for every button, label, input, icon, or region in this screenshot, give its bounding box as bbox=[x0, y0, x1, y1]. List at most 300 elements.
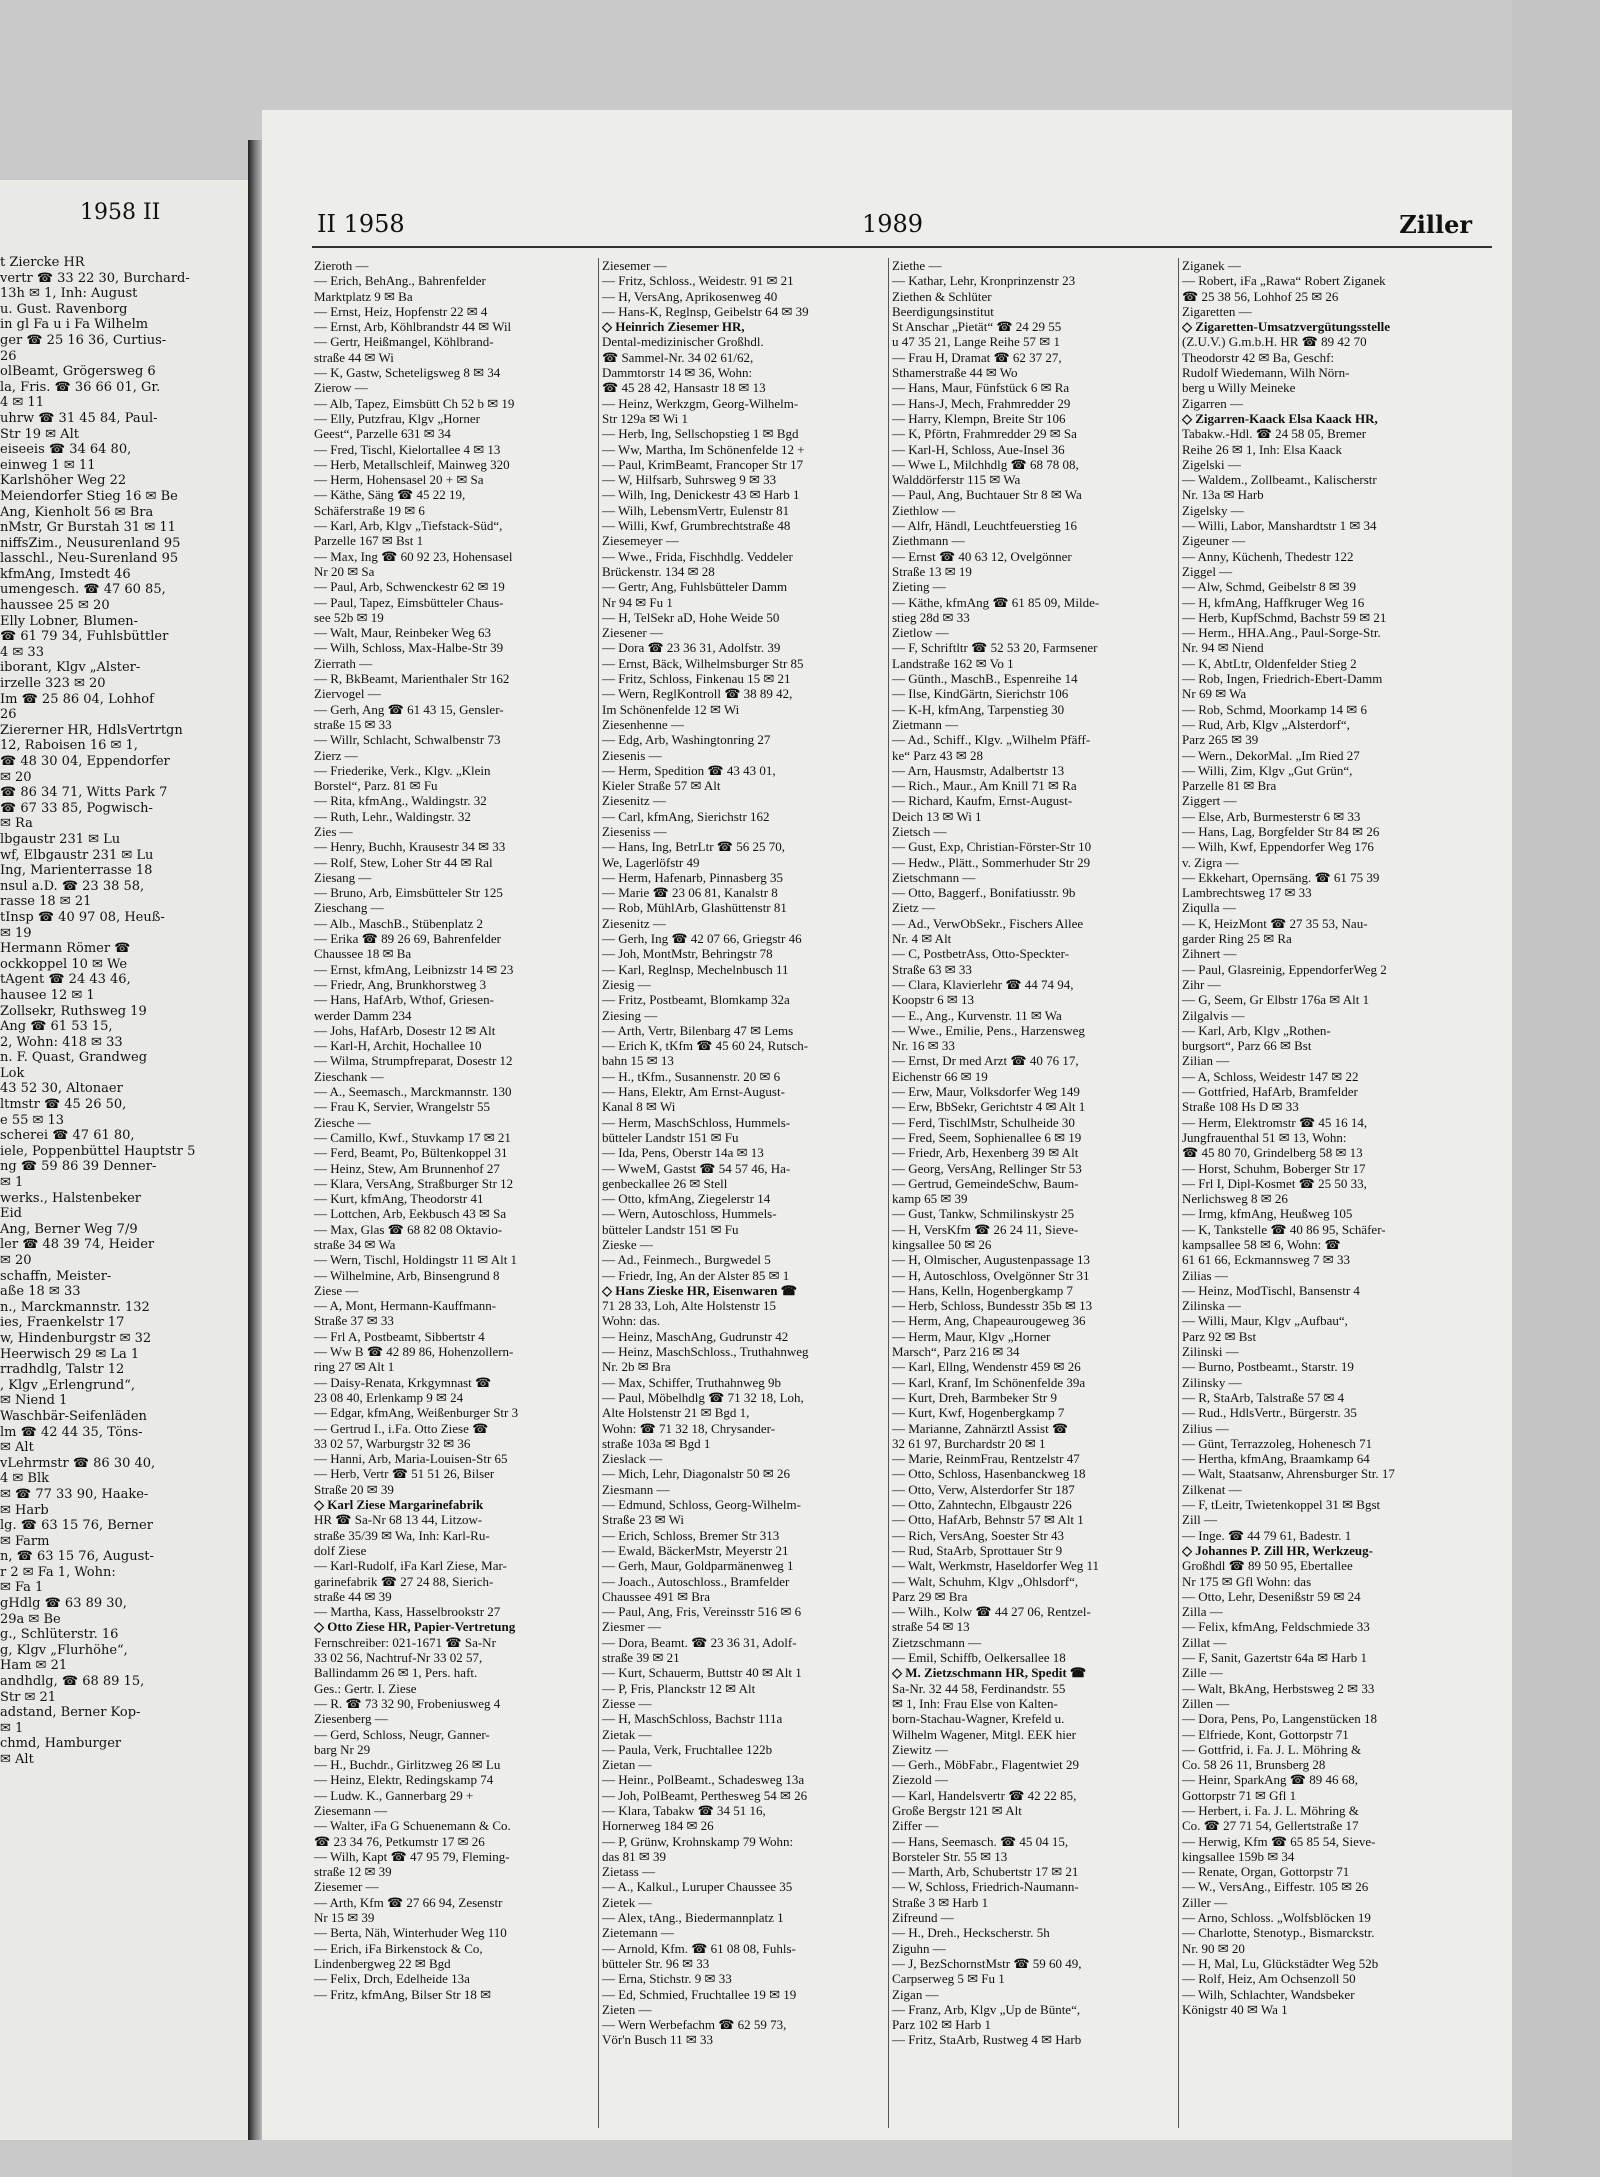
directory-entry: dolf Ziese bbox=[314, 1542, 367, 1558]
directory-entry: garinefabrik ☎ 27 24 88, Sierich- bbox=[314, 1573, 494, 1589]
directory-entry: — Hans, Elektr, Am Ernst-August- bbox=[602, 1084, 785, 1100]
directory-entry: — Ernst, Heiz, Hopfenstr 22 ✉ 4 bbox=[314, 303, 488, 319]
directory-entry: ✉ 19 bbox=[0, 925, 32, 941]
surname-heading: Zietlow — bbox=[892, 625, 949, 641]
directory-entry: — Fritz, Schloss, Finkenau 15 ✉ 21 bbox=[602, 671, 791, 687]
directory-entry: — Felix, kfmAng, Feldschmiede 33 bbox=[1182, 1619, 1370, 1635]
directory-entry: Hornerweg 184 ✉ 26 bbox=[602, 1818, 714, 1834]
directory-entry: Eichenstr 66 ✉ 19 bbox=[892, 1068, 988, 1084]
directory-entry: 33 02 57, Warburgstr 32 ✉ 36 bbox=[314, 1435, 471, 1451]
directory-entry: — Emil, Schiffb, Oelkersallee 18 bbox=[892, 1650, 1066, 1666]
directory-entry: Carpserweg 5 ✉ Fu 1 bbox=[892, 1971, 1005, 1987]
book-gutter bbox=[248, 140, 262, 2140]
surname-heading: Ziesemeyer — bbox=[602, 533, 679, 549]
directory-entry: werder Damm 234 bbox=[314, 1007, 412, 1023]
directory-entry: — Friedr, Arb, Hexenberg 39 ✉ Alt bbox=[892, 1145, 1079, 1161]
directory-entry: — Gertr, Heißmangel, Köhlbrand- bbox=[314, 334, 494, 350]
directory-entry: Geest“, Parzelle 631 ✉ 34 bbox=[314, 426, 451, 442]
directory-entry: — K, HeizMont ☎ 27 35 53, Nau- bbox=[1182, 915, 1368, 931]
directory-entry: — Wern, Tischl, Holdingstr 11 ✉ Alt 1 bbox=[314, 1252, 518, 1268]
directory-entry: — Fritz, Postbeamt, Blomkamp 32a bbox=[602, 992, 790, 1008]
directory-entry: 71 28 33, Loh, Alte Holstenstr 15 bbox=[602, 1298, 777, 1314]
directory-entry: — H., Buchdr., Girlitzweg 26 ✉ Lu bbox=[314, 1757, 501, 1773]
directory-entry: — F, tLeitr, Twietenkoppel 31 ✉ Bgst bbox=[1182, 1497, 1381, 1513]
surname-heading: Zietsch — bbox=[892, 823, 947, 839]
directory-entry: ◇ M. Zietzschmann HR, Spedit ☎ bbox=[892, 1665, 1087, 1681]
directory-entry: — Ernst, Bäck, Wilhelmsburger Str 85 bbox=[602, 655, 804, 671]
directory-entry: — Erna, Stichstr. 9 ✉ 33 bbox=[602, 1971, 732, 1987]
surname-heading: Zillat — bbox=[1182, 1634, 1227, 1650]
surname-heading: Zierrath — bbox=[314, 655, 373, 671]
directory-entry: — Ekkehart, Opernsäng. ☎ 61 75 39 bbox=[1182, 869, 1380, 885]
directory-entry: n, ☎ 63 15 76, August- bbox=[0, 1549, 154, 1565]
directory-entry: — Ernst, Dr med Arzt ☎ 40 76 17, bbox=[892, 1053, 1079, 1069]
directory-entry: Straße 13 ✉ 19 bbox=[892, 563, 972, 579]
surname-heading: Ziganek — bbox=[1182, 258, 1241, 273]
directory-entry: — Otto, Zahntechn, Elbgaustr 226 bbox=[892, 1497, 1072, 1513]
directory-entry: Meiendorfer Stieg 16 ✉ Be bbox=[0, 488, 178, 504]
surname-heading: Zilla — bbox=[1182, 1604, 1223, 1620]
surname-heading: Zilinsky — bbox=[1182, 1374, 1242, 1390]
surname-heading: Ziesmann — bbox=[602, 1481, 670, 1497]
directory-entry: — K, Gastw, Scheteligsweg 8 ✉ 34 bbox=[314, 365, 501, 381]
directory-entry: Nr. 16 ✉ 33 bbox=[892, 1038, 955, 1054]
directory-entry: — WweM, Gastst ☎ 54 57 46, Ha- bbox=[602, 1160, 791, 1176]
directory-entry: — Günt, Terrazzoleg, Hohenesch 71 bbox=[1182, 1435, 1373, 1451]
directory-entry: — Käthe, Säng ☎ 45 22 19, bbox=[314, 487, 466, 503]
directory-entry: — Hans, Ing, BetrLtr ☎ 56 25 70, bbox=[602, 839, 786, 855]
directory-entry: — Hans, Maur, Fünfstück 6 ✉ Ra bbox=[892, 380, 1070, 396]
directory-entry: — Wilh, Schloss, Max-Halbe-Str 39 bbox=[314, 640, 504, 656]
surname-heading: Zigeuner — bbox=[1182, 533, 1246, 549]
directory-entry: — Erw, BbSekr, Gerichtstr 4 ✉ Alt 1 bbox=[892, 1099, 1086, 1115]
directory-entry: Rudolf Wiedemann, Wilh Nörn- bbox=[1182, 365, 1350, 381]
directory-entry: — Richard, Kaufm, Ernst-August- bbox=[892, 793, 1073, 809]
directory-entry: — Johs, HafArb, Dosestr 12 ✉ Alt bbox=[314, 1022, 496, 1038]
directory-entry: Ang, Berner Weg 7/9 bbox=[0, 1221, 138, 1237]
directory-entry: Brückenstr. 134 ✉ 28 bbox=[602, 563, 715, 579]
surname-heading: Zieting — bbox=[892, 579, 946, 595]
surname-heading: Zies — bbox=[314, 823, 353, 839]
column-divider bbox=[1178, 258, 1179, 2128]
directory-entry: Sthamerstraße 44 ✉ Wo bbox=[892, 365, 1018, 381]
directory-entry: — Else, Arb, Burmesterstr 6 ✉ 33 bbox=[1182, 808, 1361, 824]
directory-entry: Str 19 ✉ Alt bbox=[0, 426, 79, 442]
surname-heading: Zieseniss — bbox=[602, 823, 667, 839]
directory-entry: — Daisy-Renata, Krkgymnast ☎ bbox=[314, 1374, 492, 1390]
directory-entry: Beerdigungsinstitut bbox=[892, 303, 994, 319]
directory-entry: We, Lagerlöfstr 49 bbox=[602, 854, 700, 870]
surname-heading: Ziesenhenne — bbox=[602, 716, 684, 732]
directory-entry: vertr ☎ 33 22 30, Burchard- bbox=[0, 270, 190, 286]
surname-heading: Zierz — bbox=[314, 747, 358, 763]
surname-heading: Zietak — bbox=[602, 1726, 652, 1742]
directory-entry: Alte Holstenstr 21 ✉ Bgd 1, bbox=[602, 1405, 750, 1421]
directory-entry: Marktplatz 9 ✉ Ba bbox=[314, 288, 413, 304]
directory-entry: — Alfr, Händl, Leuchtfeuerstieg 16 bbox=[892, 518, 1078, 534]
directory-entry: straße 39 ✉ 21 bbox=[602, 1650, 680, 1666]
directory-entry: Kieler Straße 57 ✉ Alt bbox=[602, 778, 721, 794]
directory-entry: — Horst, Schuhm, Boberger Str 17 bbox=[1182, 1160, 1366, 1176]
directory-entry: — Heinz, MaschSchloss., Truthahnweg bbox=[602, 1344, 809, 1360]
directory-entry: — Wilh., Kolw ☎ 44 27 06, Rentzel- bbox=[892, 1604, 1091, 1620]
directory-entry: — Rob, Schmd, Moorkamp 14 ✉ 6 bbox=[1182, 701, 1367, 717]
directory-entry: Ang ☎ 61 53 15, bbox=[0, 1019, 113, 1035]
directory-entry: — Herm, MaschSchloss, Hummels- bbox=[602, 1114, 791, 1130]
directory-entry: 4 ✉ Blk bbox=[0, 1471, 50, 1487]
directory-entry: ☎ 61 79 34, Fuhlsbüttler bbox=[0, 629, 169, 645]
directory-entry: — Marth, Arb, Schubertstr 17 ✉ 21 bbox=[892, 1864, 1079, 1880]
directory-entry: vLehrmstr ☎ 86 30 40, bbox=[0, 1455, 156, 1471]
directory-entry: — Walt, BkAng, Herbstsweg 2 ✉ 33 bbox=[1182, 1680, 1375, 1696]
directory-entry: Lindenbergweg 22 ✉ Bgd bbox=[314, 1955, 451, 1971]
directory-entry: — Walt, Schuhm, Klgv „Ohlsdorf“, bbox=[892, 1573, 1079, 1589]
directory-entry: nMstr, Gr Burstah 31 ✉ 11 bbox=[0, 520, 176, 536]
directory-entry: — Gottfried, HafArb, Bramfelder bbox=[1182, 1084, 1358, 1100]
directory-entry: ☎ 48 30 04, Eppendorfer bbox=[0, 754, 170, 769]
directory-entry: — Joh, MontMstr, Behringstr 78 bbox=[602, 946, 773, 962]
directory-entry: — Ida, Pens, Oberstr 14a ✉ 13 bbox=[602, 1145, 764, 1161]
directory-entry: straße 103a ✉ Bgd 1 bbox=[602, 1435, 711, 1451]
directory-entry: ◇ Otto Ziese HR, Papier-Vertretung bbox=[314, 1619, 516, 1635]
directory-entry: — Heinr., PolBeamt., Schadesweg 13a bbox=[602, 1772, 805, 1788]
directory-entry: n. F. Quast, Grandweg bbox=[0, 1050, 148, 1066]
directory-entry: — Kurt, kfmAng, Theodorstr 41 bbox=[314, 1191, 484, 1207]
directory-entry: — H, MaschSchloss, Bachstr 111a bbox=[602, 1711, 783, 1727]
directory-entry: 13h ✉ 1, Inh: August bbox=[0, 286, 138, 302]
directory-entry: in gl Fa u i Fa Wilhelm bbox=[0, 317, 149, 333]
directory-entry: — Wern., DekorMal. „Im Ried 27 bbox=[1182, 747, 1360, 763]
surname-heading: Zietmann — bbox=[892, 716, 959, 732]
surname-heading: Ziggel — bbox=[1182, 563, 1233, 579]
directory-entry: — Gertrud I., i.Fa. Otto Ziese ☎ bbox=[314, 1420, 489, 1436]
directory-entry: Karlshöher Weg 22 bbox=[0, 473, 127, 489]
surname-heading: Zihnert — bbox=[1182, 946, 1237, 962]
directory-entry: 26 bbox=[0, 348, 17, 364]
left-page-entries bbox=[0, 255, 245, 1768]
directory-entry: — Wilh, Kwf, Eppendorfer Weg 176 bbox=[1182, 839, 1374, 855]
directory-entry: — Herm, Hohensasel 20 + ✉ Sa bbox=[314, 472, 484, 488]
directory-entry: — Gertr, Ang, Fuhlsbütteler Damm bbox=[602, 579, 788, 595]
directory-entry: — P, Fris, Planckstr 12 ✉ Alt bbox=[602, 1680, 756, 1696]
directory-entry: — Paul, Ang, Buchtauer Str 8 ✉ Wa bbox=[892, 487, 1082, 503]
directory-entry: chmd, Hamburger bbox=[0, 1736, 122, 1752]
directory-entry: — A, Mont, Hermann-Kauffmann- bbox=[314, 1298, 497, 1314]
directory-entry: — Gottfrid, i. Fa. J. L. Möhring & bbox=[1182, 1741, 1362, 1757]
directory-entry: — Klara, Tabakw ☎ 34 51 16, bbox=[602, 1802, 766, 1818]
directory-entry: — Rud., HdlsVertr., Bürgerstr. 35 bbox=[1182, 1405, 1357, 1421]
directory-column-4 bbox=[1182, 258, 1464, 2017]
directory-entry: — H., tKfm., Susannenstr. 20 ✉ 6 bbox=[602, 1068, 781, 1084]
column-divider bbox=[598, 258, 599, 2128]
directory-entry: — Gerh, Ang ☎ 61 43 15, Gensler- bbox=[314, 701, 504, 717]
directory-entry: — Willr, Schlacht, Schwalbenstr 73 bbox=[314, 732, 501, 748]
directory-entry: — Wilh, Schlachter, Wandsbeker bbox=[1182, 1986, 1355, 2002]
directory-entry: rasse 18 ✉ 21 bbox=[0, 894, 92, 910]
directory-entry: kingsallee 159b ✉ 34 bbox=[1182, 1848, 1295, 1864]
directory-entry: — Paul, Ang, Fris, Vereinsstr 516 ✉ 6 bbox=[602, 1604, 802, 1620]
directory-entry: 32 61 97, Burchardstr 20 ✉ 1 bbox=[892, 1435, 1046, 1451]
directory-entry: Ing, Marienterrasse 18 bbox=[0, 863, 153, 879]
surname-heading: Zihr — bbox=[1182, 976, 1221, 992]
directory-entry: ✉ Farm bbox=[0, 1533, 50, 1549]
directory-entry: — Rob, MühlArb, Glashüttenstr 81 bbox=[602, 900, 787, 916]
directory-entry: — Otto, Verw, Alsterdorfer Str 187 bbox=[892, 1481, 1075, 1497]
directory-entry: rradhdlg, Talstr 12 bbox=[0, 1362, 125, 1378]
directory-entry: — Herm, Elektromstr ☎ 45 16 14, bbox=[1182, 1114, 1368, 1130]
directory-entry: Nr 69 ✉ Wa bbox=[1182, 686, 1247, 702]
directory-entry: Nr. 4 ✉ Alt bbox=[892, 931, 952, 947]
directory-entry: einweg 1 ✉ 11 bbox=[0, 457, 96, 473]
directory-entry: u 47 35 21, Lange Reihe 57 ✉ 1 bbox=[892, 334, 1060, 350]
surname-heading: Ziguhn — bbox=[892, 1940, 946, 1956]
directory-entry: wf, Elbgaustr 231 ✉ Lu bbox=[0, 847, 154, 863]
directory-entry: — Fritz, StaArb, Rustweg 4 ✉ Harb bbox=[892, 2032, 1082, 2048]
directory-entry: Nr. 94 ✉ Niend bbox=[1182, 640, 1264, 656]
directory-entry: Deich 13 ✉ Wi 1 bbox=[892, 808, 982, 824]
directory-entry: — H, Olmischer, Augustenpassage 13 bbox=[892, 1252, 1091, 1268]
directory-entry: ◇ Zigaretten-Umsatzvergütungsstelle bbox=[1182, 319, 1390, 335]
directory-entry: ☎ 86 34 71, Witts Park 7 bbox=[0, 785, 168, 801]
directory-entry: 43 52 30, Altonaer bbox=[0, 1081, 123, 1097]
directory-entry: Königstr 40 ✉ Wa 1 bbox=[1182, 2001, 1288, 2017]
surname-heading: Zigan — bbox=[892, 1986, 939, 2002]
directory-entry: kamp 65 ✉ 39 bbox=[892, 1191, 968, 1207]
directory-entry: — Max, Glas ☎ 68 82 08 Oktavio- bbox=[314, 1221, 503, 1237]
directory-entry: — Gerh., MöbFabr., Flagentwiet 29 bbox=[892, 1757, 1080, 1773]
surname-heading: Zilkenat — bbox=[1182, 1481, 1242, 1497]
right-page bbox=[262, 110, 1512, 2140]
directory-entry: — Kurt, Dreh, Barmbeker Str 9 bbox=[892, 1389, 1057, 1405]
directory-entry: — Friedr, Ing, An der Alster 85 ✉ 1 bbox=[602, 1267, 790, 1283]
directory-entry: Borsteler Str. 55 ✉ 13 bbox=[892, 1848, 1008, 1864]
directory-entry: aße 18 ✉ 33 bbox=[0, 1284, 81, 1300]
directory-entry: ✉ 20 bbox=[0, 769, 32, 785]
directory-entry: — Paula, Verk, Fruchtallee 122b bbox=[602, 1741, 773, 1757]
directory-entry: kingsallee 50 ✉ 26 bbox=[892, 1237, 992, 1252]
directory-entry: ☎ Sammel-Nr. 34 02 61/62, bbox=[602, 349, 754, 365]
directory-entry: Parzelle 167 ✉ Bst 1 bbox=[314, 533, 424, 549]
directory-entry: ☎ 45 28 42, Hansastr 18 ✉ 13 bbox=[602, 380, 766, 396]
directory-entry: — Otto, Lehr, Desenißstr 59 ✉ 24 bbox=[1182, 1588, 1361, 1604]
directory-entry: — Alb, Tapez, Eimsbütt Ch 52 b ✉ 19 bbox=[314, 395, 515, 411]
directory-entry: Nr 94 ✉ Fu 1 bbox=[602, 594, 673, 610]
directory-entry: — A, Schloss, Weidestr 147 ✉ 22 bbox=[1182, 1068, 1359, 1084]
directory-entry: — Heinz, Elektr, Redingskamp 74 bbox=[314, 1772, 494, 1788]
directory-entry: Wohn: ☎ 71 32 18, Chrysander- bbox=[602, 1420, 776, 1436]
directory-entry: — Herm., HHA.Ang., Paul-Sorge-Str. bbox=[1182, 625, 1381, 641]
directory-entry: 4 ✉ 33 bbox=[0, 644, 44, 660]
surname-heading: Zietan — bbox=[602, 1757, 652, 1773]
directory-entry: — Inge. ☎ 44 79 61, Badestr. 1 bbox=[1182, 1527, 1352, 1543]
directory-entry: straße 44 ✉ 39 bbox=[314, 1588, 392, 1604]
directory-entry: straße 15 ✉ 33 bbox=[314, 716, 392, 732]
directory-entry: lbgaustr 231 ✉ Lu bbox=[0, 831, 121, 847]
directory-entry: — Herm, Maur, Klgv „Horner bbox=[892, 1328, 1051, 1344]
directory-entry: — Paul, Tapez, Eimsbütteler Chaus- bbox=[314, 594, 504, 610]
directory-entry: ☎ 67 33 85, Pogwisch- bbox=[0, 800, 153, 816]
directory-entry: Chaussee 491 ✉ Bra bbox=[602, 1588, 711, 1604]
surname-heading: Ziffer — bbox=[892, 1818, 939, 1834]
directory-entry: Straße 63 ✉ 33 bbox=[892, 961, 972, 977]
directory-entry: — Walter, iFa G Schuenemann & Co. bbox=[314, 1818, 511, 1834]
directory-entry: uhrw ☎ 31 45 84, Paul- bbox=[0, 410, 158, 426]
directory-entry: olBeamt, Grögersweg 6 bbox=[0, 364, 156, 380]
directory-entry: hausee 12 ✉ 1 bbox=[0, 987, 95, 1003]
directory-entry: Parz 29 ✉ Bra bbox=[892, 1588, 968, 1604]
directory-entry: — Kurt, Kwf, Hogenbergkamp 7 bbox=[892, 1405, 1065, 1421]
directory-entry: Borstel“, Parz. 81 ✉ Fu bbox=[314, 778, 438, 794]
directory-entry: Marsch“, Parz 216 ✉ 34 bbox=[892, 1344, 1020, 1360]
directory-entry: umengesch. ☎ 47 60 85, bbox=[0, 582, 166, 598]
directory-entry: — K, AbtLtr, Oldenfelder Stieg 2 bbox=[1182, 655, 1357, 671]
surname-heading: Zieske — bbox=[602, 1237, 653, 1252]
directory-entry: — Marie, ReinmFrau, Rentzelstr 47 bbox=[892, 1451, 1080, 1467]
directory-entry: ke“ Parz 43 ✉ 28 bbox=[892, 747, 984, 763]
directory-entry: straße 35/39 ✉ Wa, Inh: Karl-Ru- bbox=[314, 1527, 490, 1543]
directory-entry: — Walt, Maur, Reinbeker Weg 63 bbox=[314, 625, 492, 641]
directory-entry: Tabakw.-Hdl. ☎ 24 58 05, Bremer bbox=[1182, 426, 1367, 442]
directory-entry: — Frau H, Dramat ☎ 62 37 27, bbox=[892, 349, 1062, 365]
directory-entry: — Henry, Buchh, Krausestr 34 ✉ 33 bbox=[314, 839, 506, 855]
directory-entry: — Paul, Möbelhdlg ☎ 71 32 18, Loh, bbox=[602, 1389, 804, 1405]
directory-entry: — Fred, Seem, Sophienallee 6 ✉ 19 bbox=[892, 1129, 1082, 1145]
surname-heading: Ziezold — bbox=[892, 1772, 948, 1788]
directory-entry: irzelle 323 ✉ 20 bbox=[0, 676, 106, 692]
directory-entry: — K-H, kfmAng, Tarpenstieg 30 bbox=[892, 701, 1065, 717]
directory-entry: — G, Seem, Gr Elbstr 176a ✉ Alt 1 bbox=[1182, 992, 1370, 1008]
directory-entry: haussee 25 ✉ 20 bbox=[0, 598, 110, 614]
surname-heading: Ziewitz — bbox=[892, 1741, 948, 1757]
directory-entry: — Erich, BehAng., Bahrenfelder bbox=[314, 273, 486, 289]
surname-heading: Zigelski — bbox=[1182, 456, 1241, 472]
directory-entry: Straße 37 ✉ 33 bbox=[314, 1313, 394, 1329]
header-rule bbox=[312, 246, 1492, 248]
directory-entry: schaffn, Meister- bbox=[0, 1268, 112, 1284]
directory-entry: ☎ 25 38 56, Lohhof 25 ✉ 26 bbox=[1182, 288, 1339, 304]
directory-entry: — C, PostbetrAss, Otto-Speckter- bbox=[892, 946, 1070, 962]
directory-entry: Nerlichsweg 8 ✉ 26 bbox=[1182, 1191, 1288, 1207]
directory-entry: — Friedr, Ang, Brunkhorstweg 3 bbox=[314, 976, 487, 992]
directory-entry: — H, VersKfm ☎ 26 24 11, Sieve- bbox=[892, 1221, 1079, 1237]
surname-heading: Ziesang — bbox=[314, 869, 372, 885]
directory-entry: nsul a.D. ☎ 23 38 58, bbox=[0, 878, 145, 894]
directory-entry: — Herbert, i. Fa. J. L. Möhring & bbox=[1182, 1802, 1359, 1818]
directory-entry: — Fritz, Schloss., Weidestr. 91 ✉ 21 bbox=[602, 273, 794, 289]
surname-heading: Zilinski — bbox=[1182, 1344, 1239, 1360]
directory-entry: Schäferstraße 19 ✉ 6 bbox=[314, 502, 425, 518]
directory-entry: Ziethen & Schlüter bbox=[892, 288, 992, 304]
directory-entry: — Friederike, Verk., Klgv. „Klein bbox=[314, 762, 491, 778]
directory-entry: — Elly, Putzfrau, Klgv „Horner bbox=[314, 410, 480, 426]
directory-entry: 12, Raboisen 16 ✉ 1, bbox=[0, 738, 138, 754]
directory-entry: das 81 ✉ 39 bbox=[602, 1848, 666, 1864]
directory-entry: — Edg, Arb, Washingtonring 27 bbox=[602, 732, 771, 748]
directory-entry: — Walt, Staatsanw, Ahrensburger Str. 17 bbox=[1182, 1466, 1395, 1482]
surname-heading: Ziethe — bbox=[892, 258, 942, 273]
directory-entry: Chaussee 18 ✉ Ba bbox=[314, 946, 412, 962]
directory-entry: w, Hindenburgstr ✉ 32 bbox=[0, 1330, 152, 1346]
directory-entry: — Georg, VersAng, Rellinger Str 53 bbox=[892, 1160, 1082, 1176]
directory-entry: — Otto, kfmAng, Ziegelerstr 14 bbox=[602, 1191, 771, 1207]
directory-entry: Dental-medizinischer Großhdl. bbox=[602, 334, 764, 350]
directory-entry: — A., Kalkul., Luruper Chaussee 35 bbox=[602, 1879, 793, 1895]
directory-entry: — H., Dreh., Heckscherstr. 5h bbox=[892, 1925, 1050, 1941]
directory-entry: Nr 15 ✉ 39 bbox=[314, 1910, 375, 1926]
volume-label: II 1958 bbox=[317, 210, 405, 238]
directory-entry: — Walt, Werkmstr, Haseldorfer Weg 11 bbox=[892, 1558, 1100, 1574]
directory-entry: Wilhelm Wagener, Mitgl. EEK hier bbox=[892, 1726, 1076, 1742]
directory-entry: Ang, Kienholt 56 ✉ Bra bbox=[0, 504, 154, 520]
directory-entry: — Arth, Kfm ☎ 27 66 94, Zesenstr bbox=[314, 1894, 503, 1910]
directory-entry: ies, Fraenkelstr 17 bbox=[0, 1315, 125, 1331]
surname-heading: Ziesener — bbox=[602, 625, 664, 641]
directory-entry: — Karl-H, Archit, Hochallee 10 bbox=[314, 1038, 482, 1054]
directory-entry: Straße 108 Hs D ✉ 33 bbox=[1182, 1099, 1299, 1115]
directory-entry: — Alex, tAng., Biedermannplatz 1 bbox=[602, 1910, 784, 1926]
directory-entry: Straße 20 ✉ 39 bbox=[314, 1481, 394, 1497]
directory-entry: — Karl, Ellng, Wendenstr 459 ✉ 26 bbox=[892, 1359, 1081, 1375]
directory-entry: adstand, Berner Kop- bbox=[0, 1705, 141, 1721]
directory-entry: Walddörferstr 115 ✉ Wa bbox=[892, 472, 1021, 488]
directory-entry: ✉ Alt bbox=[0, 1752, 34, 1767]
directory-entry: 29a ✉ Be bbox=[0, 1611, 61, 1627]
directory-entry: — H, VersAng, Aprikosenweg 40 bbox=[602, 288, 778, 304]
directory-entry: ✉ Alt bbox=[0, 1440, 34, 1456]
directory-entry: ✉ ☎ 77 33 90, Haake- bbox=[0, 1486, 149, 1502]
directory-entry: — Carl, kfmAng, Sierichstr 162 bbox=[602, 808, 770, 824]
directory-entry: — Klara, VersAng, Straßburger Str 12 bbox=[314, 1175, 514, 1191]
directory-entry: — Ernst, kfmAng, Leibnizstr 14 ✉ 23 bbox=[314, 961, 514, 977]
directory-entry: Parz 265 ✉ 39 bbox=[1182, 732, 1259, 748]
directory-entry: — Erich K, tKfm ☎ 45 60 24, Rutsch- bbox=[602, 1038, 809, 1054]
directory-entry: tAgent ☎ 24 43 46, bbox=[0, 972, 131, 988]
directory-entry: — Wilma, Strumpfreparat, Dosestr 12 bbox=[314, 1053, 513, 1069]
directory-entry: — Hans-K, Reglnsp, Geibelstr 64 ✉ 39 bbox=[602, 303, 809, 319]
directory-entry: — Karl, Reglnsp, Mechelnbusch 11 bbox=[602, 961, 789, 977]
surname-heading: Zieschang — bbox=[314, 900, 384, 916]
directory-entry: — Wilh, Kapt ☎ 47 95 79, Fleming- bbox=[314, 1848, 510, 1864]
directory-entry: — Hans, HafArb, Wthof, Griesen- bbox=[314, 992, 494, 1008]
directory-entry: ◇ Hans Zieske HR, Eisenwaren ☎ bbox=[602, 1282, 797, 1298]
directory-entry: Heerwisch 29 ✉ La 1 bbox=[0, 1346, 140, 1362]
directory-entry: — Otto, Schloss, Hasenbanckweg 18 bbox=[892, 1466, 1086, 1482]
directory-entry: — Marie ☎ 23 06 81, Kanalstr 8 bbox=[602, 885, 778, 901]
directory-entry: — Willi, Labor, Manshardtstr 1 ✉ 34 bbox=[1182, 518, 1377, 534]
surname-heading: Zietemann — bbox=[602, 1925, 674, 1941]
surname-heading: Ziesemer — bbox=[314, 1879, 379, 1895]
directory-entry: berg u Willy Meineke bbox=[1182, 380, 1296, 396]
left-page bbox=[0, 180, 251, 2140]
directory-entry: — Hans, Kelln, Hogenbergkamp 7 bbox=[892, 1282, 1074, 1298]
directory-entry: Jungfrauenthal 51 ✉ 13, Wohn: bbox=[1182, 1129, 1347, 1145]
directory-entry: straße 54 ✉ 13 bbox=[892, 1619, 970, 1635]
surname-heading: Ziesenberg — bbox=[314, 1711, 388, 1727]
directory-entry: — Burno, Postbeamt., Starstr. 19 bbox=[1182, 1359, 1354, 1375]
surname-heading: Ziesemer — bbox=[602, 258, 667, 273]
directory-entry: — Wern Werbefachm ☎ 62 59 73, bbox=[602, 2017, 787, 2033]
directory-entry: — Harry, Klempn, Breite Str 106 bbox=[892, 410, 1066, 426]
surname-heading: Zieschank — bbox=[314, 1068, 384, 1084]
directory-entry: — Max, Schiffer, Truthahnweg 9b bbox=[602, 1374, 782, 1390]
directory-entry: — Rich., Maur., Am Knill 71 ✉ Ra bbox=[892, 778, 1077, 794]
directory-entry: ✉ 1 bbox=[0, 1720, 24, 1736]
directory-entry: — Rolf, Stew, Loher Str 44 ✉ Ral bbox=[314, 854, 493, 870]
directory-entry: — K, Tankstelle ☎ 40 86 95, Schäfer- bbox=[1182, 1221, 1386, 1237]
directory-entry: Parz 92 ✉ Bst bbox=[1182, 1328, 1257, 1344]
directory-entry: — Karl, Arb, Klgv „Rothen- bbox=[1182, 1022, 1331, 1038]
directory-entry: — Rud, Arb, Klgv „Alsterdorf“, bbox=[1182, 716, 1350, 732]
